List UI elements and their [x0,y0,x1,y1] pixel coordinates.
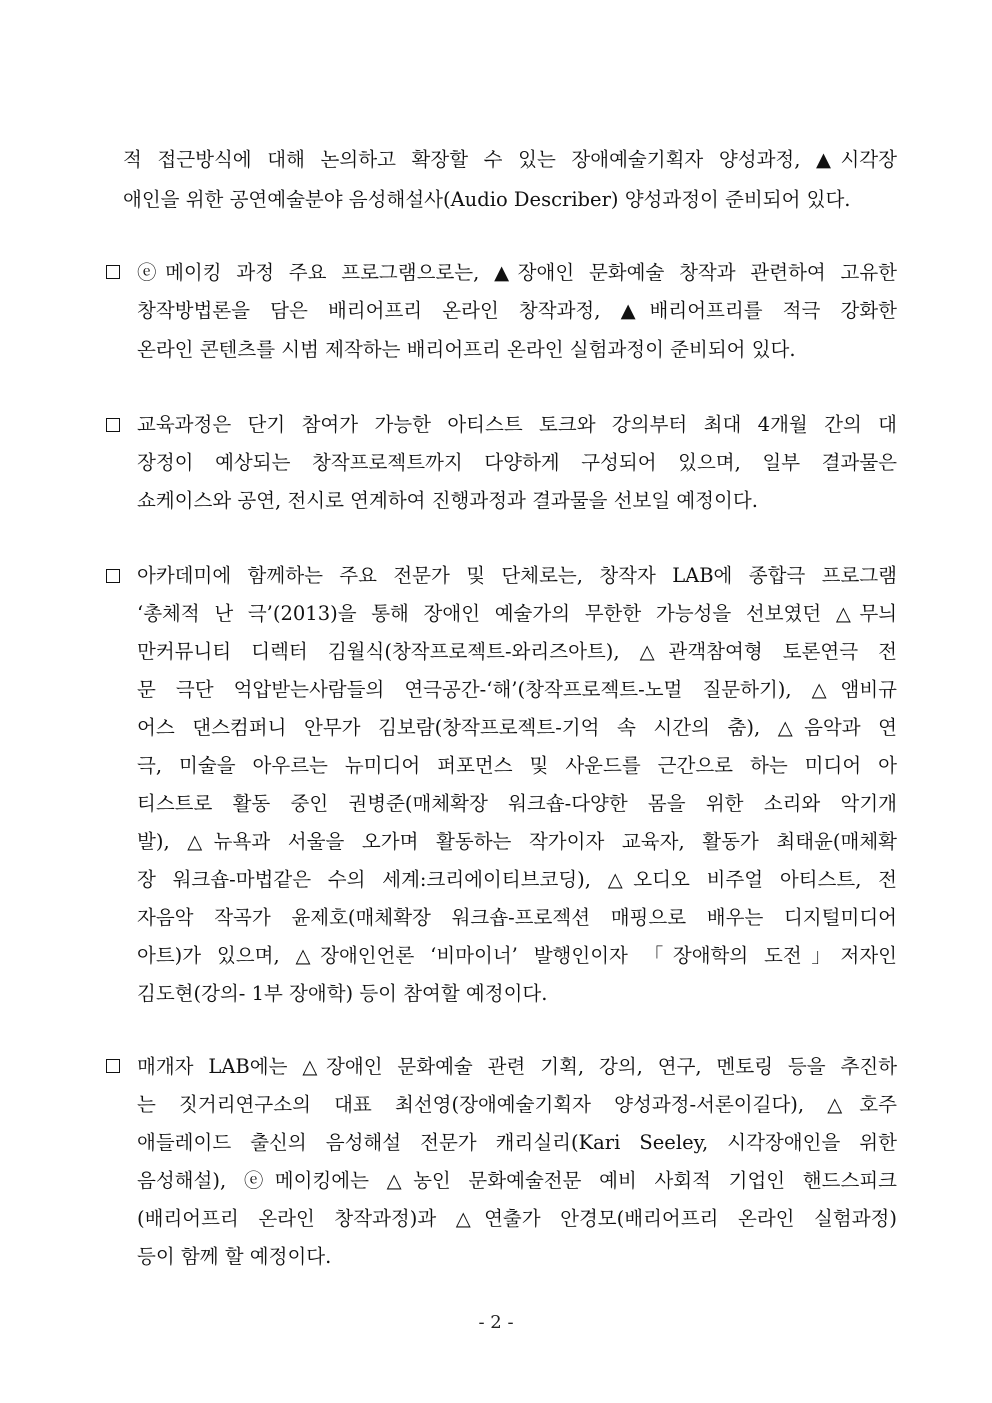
text-line: 온라인 콘텐츠를 시범 제작하는 배리어프리 온라인 실험과정이 준비되어 있다. [137,338,796,361]
text-line: ⓔ메이킹 과정 주요 프로그램으로는, ▲장애인 문화예술 창작과 관련하여 고유한 [137,261,897,284]
checkbox-bullet [106,569,120,583]
text-line: 등이 함께 할 예정이다. [137,1245,332,1268]
text-line: (배리어프리 온라인 창작과정)과 △연출가 안경모(배리어프리 온라인 실험과정) [137,1207,897,1230]
text-line: 애인을 위한 공연예술분야 음성해설사(Audio Describer) 양성과정이 준비되어 있다. [123,188,851,211]
text-line: 만커뮤니티 디렉터 김월식(창작프로젝트-와리즈아트), △관객참여형 토론연극 전 [137,640,897,663]
text-line: 음성해설), ⓔ메이킹에는 △농인 문화예술전문 예비 사회적 기업인 핸드스피크 [137,1169,897,1192]
text-line: 장 워크숍-마법같은 수의 세계:크리에이티브코딩), △오디오 비주얼 아티스트, 전 [137,868,897,891]
text-line: 자음악 작곡가 윤제호(매체확장 워크숍-프로젝션 매핑으로 배우는 디지털미디어 [137,906,897,929]
text-line: 애들레이드 출신의 음성해설 전문가 캐리실리(Kari Seeley, 시각장애인을 위한 [137,1131,897,1154]
text-line: 매개자 LAB에는 △장애인 문화예술 관련 기획, 강의, 연구, 멘토링 등을 추진하 [137,1055,897,1078]
text-line: 발), △뉴욕과 서울을 오가며 활동하는 작가이자 교육자, 활동가 최태윤(매체확 [137,830,897,853]
text-line: 장정이 예상되는 창작프로젝트까지 다양하게 구성되어 있으며, 일부 결과물은 [137,451,897,474]
text-line: 극, 미술을 아우르는 뉴미디어 퍼포먼스 및 사운드를 근간으로 하는 미디어 아 [137,754,897,777]
checkbox-bullet [106,265,120,279]
text-line: 쇼케이스와 공연, 전시로 연계하여 진행과정과 결과물을 선보일 예정이다. [137,489,758,512]
text-line: 티스트로 활동 중인 권병준(매체확장 워크숍-다양한 몸을 위한 소리와 악기개 [137,792,897,815]
text-line: 아트)가 있으며, △장애인언론 ‘비마이너’ 발행인이자 「장애학의 도전」저자인 [137,944,897,967]
text-line: 교육과정은 단기 참여가 가능한 아티스트 토크와 강의부터 최대 4개월 간의 대 [137,413,897,436]
text-line: ‘총체적 난 극’(2013)을 통해 장애인 예술가의 무한한 가능성을 선보였던 △무늬 [137,602,897,625]
text-line: 창작방법론을 담은 배리어프리 온라인 창작과정, ▲배리어프리를 적극 강화한 [137,299,897,322]
text-line: 문 극단 억압받는사람들의 연극공간-‘해’(창작프로젝트-노멀 질문하기), △앰비규 [137,678,897,701]
text-line: 적 접근방식에 대해 논의하고 확장할 수 있는 장애예술기획자 양성과정, ▲시각장 [123,148,897,171]
text-line: 어스 댄스컴퍼니 안무가 김보람(창작프로젝트-기억 속 시간의 춤), △음악과 연 [137,716,897,739]
text-line: 는 짓거리연구소의 대표 최선영(장애예술기획자 양성과정-서론이길다), △호주 [137,1093,897,1116]
text-line: 아카데미에 함께하는 주요 전문가 및 단체로는, 창작자 LAB에 종합극 프로그램 [137,564,897,587]
checkbox-bullet [106,418,120,432]
page-number: - 2 - [478,1312,514,1333]
text-line: 김도현(강의- 1부 장애학) 등이 참여할 예정이다. [137,982,548,1005]
checkbox-bullet [106,1059,120,1073]
